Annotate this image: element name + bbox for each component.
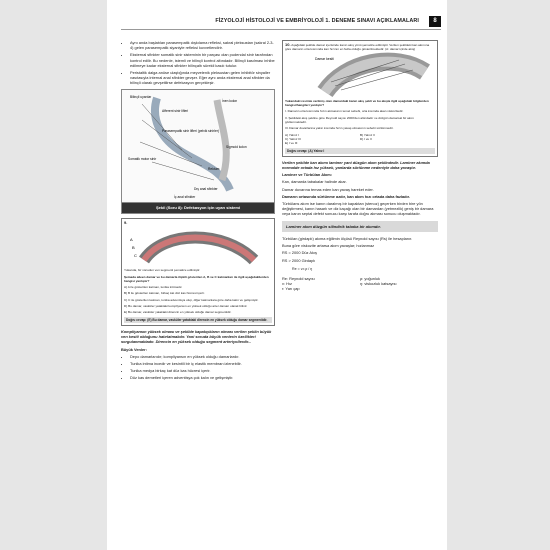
statement: II. Şekildeki akış şekline göre Reynold sayısı 2000'den altındadır ve düzgün damarsal bir akım gözlenmektedir.: [285, 115, 414, 125]
fig-label: Dış anal sfinkter: [194, 186, 218, 191]
header-title: FİZYOLOJİ HİSTOLOJİ VE EMBRİYOLOJİ 1. DENEME SINAVI AÇIKLAMALARI: [215, 18, 419, 24]
svg-text:A: A: [130, 236, 133, 242]
reynolds-formula: Re = v.r.ρ / η: [292, 266, 313, 271]
fig-label: Damar kesiti: [315, 56, 334, 61]
option: C) C ile gösterilen katman, tunika adventisya olup, diğer katmanlara göre daha kalın ve gelişmiştir.: [124, 297, 259, 302]
body-text: Buna göre viskozite artarsa akım yavaşlar; hızlanmaz: [282, 243, 375, 249]
option: B) Yalnız II: [360, 132, 375, 137]
question-10: [282, 40, 438, 157]
fig-label: Sigmoid kolon: [226, 144, 247, 149]
fig-label: Parasempatik sinir lifleri (pelvik sinirler): [162, 128, 219, 133]
option: E) I ve III: [285, 141, 298, 146]
options-grid: [285, 133, 435, 146]
question-prompt: Şemada aileen damar ve bu damarla ilişkili gösterilen A, B ve C katmanları ile ilgili aşağıdakilerden hangisi yanlıştır?: [124, 274, 269, 283]
list-item: • Tunika intima incedir ve kesintili bir iç elastik membran izlenebilir.: [130, 361, 275, 366]
fig-label: İç anal sfinkter: [174, 194, 196, 199]
figure-caption: Şekil (Soru 8): Defekasyon için uyarı sistemi: [122, 203, 274, 213]
section-title: Laminer ve Türbülan Akım:: [282, 172, 333, 178]
section-title: Büyük Venler:: [121, 346, 147, 352]
body-text: Türbülans akım ise kanın daralmış bir kapaktan (stenoz) geçerken birden bire yön değiştirmesi, kanın hasarlı ve diz kaçağı olan bir damardan (yetmezlik) geniş bir damara veya kanın septal defekt sonucu karşı tarafa doğru akması sonucu oluşmaktadır.: [282, 201, 434, 217]
fig-label: Afferent sinir lifleri: [162, 108, 189, 113]
big-veins-list: [121, 354, 275, 381]
legend-item: Re: Reynold sayısı: [282, 275, 315, 281]
question-number: 9.: [124, 219, 128, 225]
svg-text:C: C: [134, 252, 137, 258]
legend-item: η: viskozluk katsayısı: [360, 281, 397, 287]
right-column: [282, 40, 438, 292]
list-item: • Depo damarlarıdır; kompliyansın en yüksek olduğu damarlardır.: [130, 354, 275, 359]
explanation-paragraph: Verilen şekilde kan akımı laminer yani düzgün akım şeklindedir. Laminer akımda normalde ortada hız yüksek, yanlarda sürtünme nedeniyle daha yavaştır.: [282, 159, 430, 171]
option: D) I ve II: [360, 136, 372, 141]
fig-label: Somatik motor sinir: [128, 156, 157, 161]
document-page: [107, 0, 447, 550]
body-text: RS = 2000 Düz Akış: [282, 250, 317, 256]
page-header: [121, 16, 441, 30]
statement: III. Damar duvarlarına yakın kısımda hızın yavaş olmasının sebebi sürtünmedir.: [285, 126, 394, 131]
body-text: RS > 2000 Girdaplı: [282, 257, 316, 263]
defecation-diagram: [122, 90, 274, 203]
question-stem: Yukarıda, bir vücudun ven segmenti şematize edilmiştir.: [124, 268, 201, 273]
defecation-bullets: [121, 40, 275, 86]
fig-label: İnen kolon: [222, 98, 238, 103]
legend-item: ρ: yoğunluk: [360, 275, 380, 281]
left-column: [121, 40, 275, 383]
explanation-paragraph: Kompliyansın yüksek olması ve şekilde kapakçıkların olması verilen şeklin büyük ven kesiti olduğunu hatırlatmalıdır. Yani soruda büyük venlerin özellikleri sorgulanmaktadır. Direncin en yüksek olduğu segment arteriyollerdir...: [121, 328, 272, 345]
bullet-item: • Eksternal sfinkter somatik sinir sisteminin bir parçası olan pudendal sinir tarafından kontrol edilir. Bu nedenle, istemli ve bilinçli kontrol altındadır. Bilinçli kasılması inhibe edilmeye kadar eksternal sfinkter bilinçaltı sürekli kasılı tutulur.: [130, 52, 275, 68]
legend-item: v: Hız: [282, 281, 292, 287]
legend-item: r: Yarı çap: [282, 286, 300, 292]
defecation-figure: [121, 89, 275, 214]
list-item: • Düz kas demetleri içeren adventisya çok kalın ve gelişmiştir.: [130, 375, 275, 380]
body-text: Türbülan (girdaplı) akıma eğilimin ölçüsü Reynold sayısı (Rs) ile hesaplanır.: [282, 235, 413, 241]
question-prompt: Yukarıdaki resimle verilmiş olan damardaki kanın akış şekli ve bu akışla ilgili aşağıdaki bilgilerden hangisi/hangileri yanlıştır?: [285, 98, 429, 108]
body-text: Damarın ortasında sürtünme azdır, kan akım hızı ortada daha fazladır.: [282, 193, 410, 199]
note-box: Laminer akım düzgün silindirik tabaka bir akımdır.: [282, 221, 438, 232]
vein-segment-diagram: [124, 225, 272, 267]
option: D) Bu damar, vasküler yataktaki kompliyansın en yüksek olduğu arter damarı olarak bilinir.: [124, 304, 248, 308]
option: C) Yalnız III: [285, 136, 301, 141]
bullet-item: • Peristaltik dalga anüse ulaştığında meyvelenik pleksustan gelen inhibitör sinyaller vasıtasıyla internal anal sfinkter gevşer. Eğer aynı anda eksternal anal sfinkter da bilinçli olarak gevşetilirse defekasyon gerçekleşir.: [130, 70, 275, 86]
body-text: Damar duvarına temas eden kan yavaş hareket eder.: [282, 186, 374, 192]
question-number: 10.: [285, 42, 291, 47]
fig-label: Rektum: [208, 166, 220, 171]
statement: I. Damarın orta kısmında hızın akmasının temel sebebi, orta kısımda akan viskozitedir.: [285, 109, 404, 114]
option: A) Yalnız I: [285, 132, 299, 137]
option: A) A ile gösterilen katman, tunika intimadır.: [124, 285, 183, 290]
list-item: • Tunika medya birkaç kat düz kas hücresi içerir.: [130, 368, 275, 373]
question-9: [121, 218, 275, 326]
svg-text:B: B: [132, 244, 135, 250]
option: E) Bu damar, vasküler yataktaki direncin en yüksek olduğu damar segmentidir.: [124, 310, 232, 315]
body-text: Kan, damarda tabakalar halinde akar.: [282, 179, 347, 185]
formula-legend: [282, 276, 438, 292]
page-number: 8: [429, 16, 441, 27]
option: B) B ile gösterilen katman, birkaç kat düz kas hücresi içerir.: [124, 291, 205, 296]
answer-box: Doğru cevap: (A) Yalnız I: [285, 148, 435, 154]
defecation-diagram-svg: [122, 90, 274, 202]
vessel-flow-diagram: [285, 52, 435, 98]
bullet-item: • Aynı anda başlatılan parasempatik dışkılama refleksi, sakral pleksustan (sakral 2-3-4) gelen parasempatik siyaniyle refleksi kuvvetlendirir.: [130, 40, 275, 50]
fig-label: Bilinçli uyarılar: [130, 94, 152, 99]
answer-box: Doğru cevap: (E) Bu damar, vasküler yataktaki direncin en yüksek olduğu damar segmentidir.: [124, 317, 272, 323]
question-stem: Aşağıdaki şekilde damar içerisinde kanın akış yönü şematize edilmiştir. Verilen şekildeki kan akımına göre damarın orta kısmında kan hızının en fazla olduğu gösterilmektedir. (A: damar içinde akış): [285, 43, 430, 52]
